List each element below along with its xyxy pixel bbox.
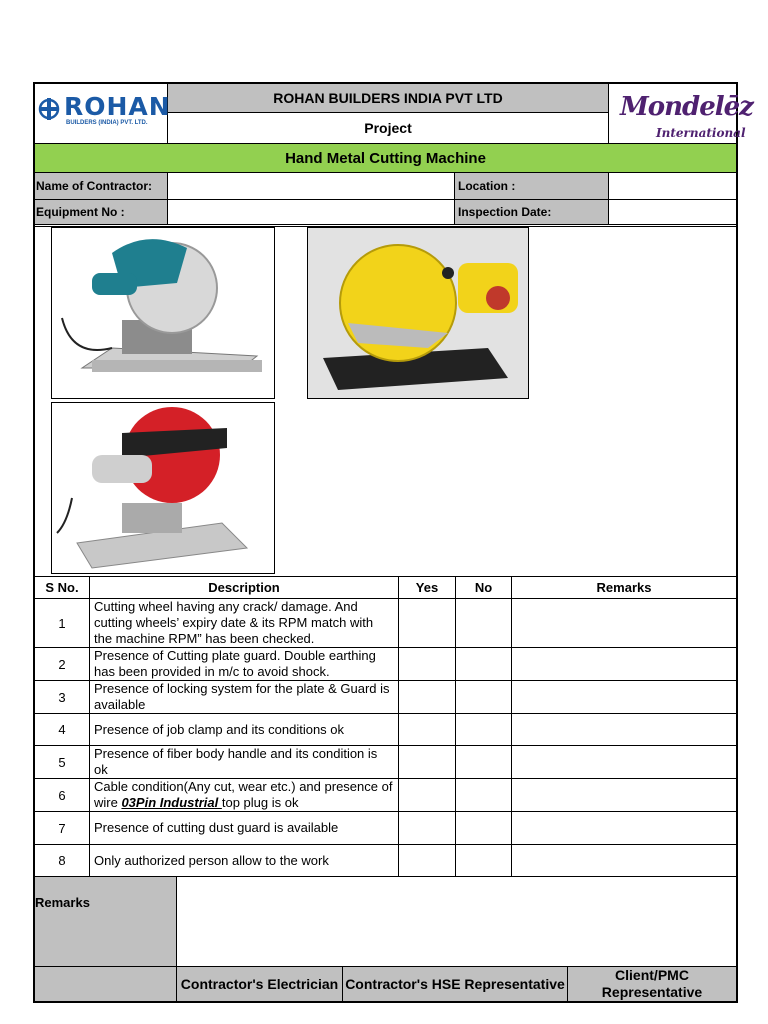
- row-description: Presence of cutting dust guard is available: [94, 820, 339, 835]
- project-label: Project: [364, 120, 412, 136]
- company-name: ROHAN BUILDERS INDIA PVT LTD: [168, 84, 608, 112]
- signature-contractor-electrician: Contractor's Electrician: [177, 967, 342, 1001]
- teal-saw-illustration: [52, 228, 274, 398]
- row-sno: 2: [58, 656, 66, 672]
- row-remarks-cell[interactable]: [512, 599, 736, 647]
- row-description-pre: Cable condition(Any cut, wear etc.) and presence of wire: [94, 779, 393, 810]
- col-header-no: No: [474, 580, 493, 595]
- inspection-date-field[interactable]: [609, 200, 736, 224]
- row-description: Presence of job clamp and its conditions ok: [94, 721, 345, 737]
- mondelez-logo: [614, 88, 753, 142]
- row-no-cell[interactable]: [456, 714, 511, 745]
- col-header-yes: Yes: [415, 580, 439, 595]
- row-no-cell[interactable]: [456, 599, 511, 647]
- row-description-post: top plug is ok: [221, 795, 299, 810]
- table-row: [35, 599, 736, 647]
- row-sno: 7: [58, 820, 66, 836]
- row-remarks-cell[interactable]: [512, 648, 736, 680]
- row-sno: 1: [58, 615, 66, 631]
- row-sno: 4: [58, 722, 66, 737]
- mondelez-logo-text: Mondelēz: [620, 92, 753, 122]
- row-no-cell[interactable]: [456, 779, 511, 811]
- plug-type-emphasis: 03Pin Industrial: [121, 795, 222, 810]
- table-row: [35, 812, 736, 844]
- row-description: [90, 779, 398, 811]
- row-remarks-cell[interactable]: [512, 812, 736, 844]
- equipment-field[interactable]: [168, 200, 454, 224]
- row-remarks-cell[interactable]: [512, 845, 736, 876]
- yellow-chop-saw-photo: [307, 227, 529, 399]
- teal-mitre-saw-photo: [51, 227, 275, 399]
- inspection-date-label: Inspection Date:: [455, 200, 608, 224]
- row-no-cell[interactable]: [456, 746, 511, 778]
- row-remarks-cell[interactable]: [512, 746, 736, 778]
- row-yes-cell[interactable]: [399, 845, 455, 876]
- rohan-logo-subtext: BUILDERS (INDIA) PVT. LTD.: [66, 120, 148, 126]
- equipment-label: Equipment No :: [35, 200, 167, 224]
- row-description: Cutting wheel having any crack/ damage. And cutting wheels’ expiry date & its RPM match with the machine RPM” has been checked.: [94, 599, 374, 646]
- row-yes-cell[interactable]: [399, 812, 455, 844]
- row-sno: 5: [58, 754, 66, 770]
- row-description-text: [94, 779, 394, 811]
- remarks-field[interactable]: [177, 877, 736, 966]
- red-chop-saw-photo: [51, 402, 275, 574]
- signature-client-pmc: Client/PMC Representative: [568, 967, 736, 1001]
- row-description: Presence of locking system for the plate & Guard is available: [94, 681, 390, 712]
- signature-blank-cell: [35, 967, 176, 1001]
- row-no-cell[interactable]: [456, 812, 511, 844]
- location-field[interactable]: [609, 173, 736, 199]
- signature-contractor-hse: Contractor's HSE Representative: [343, 967, 567, 1001]
- rohan-logo: [38, 92, 171, 132]
- row-remarks-cell[interactable]: [512, 681, 736, 713]
- row-yes-cell[interactable]: [399, 746, 455, 778]
- row-no-cell[interactable]: [456, 845, 511, 876]
- row-no-cell[interactable]: [456, 681, 511, 713]
- row-yes-cell[interactable]: [399, 648, 455, 680]
- row-remarks-cell[interactable]: [512, 779, 736, 811]
- col-header-remarks: Remarks: [596, 580, 652, 595]
- table-row: [35, 681, 736, 713]
- location-label: Location :: [455, 173, 608, 199]
- row-yes-cell[interactable]: [399, 599, 455, 647]
- form-title: Hand Metal Cutting Machine: [35, 144, 736, 172]
- table-row: [35, 746, 736, 778]
- remarks-label: Remarks: [35, 895, 90, 910]
- row-description: Presence of Cutting plate guard. Double earthing has been provided in m/c to avoid shock.: [94, 648, 376, 679]
- yellow-saw-illustration: [308, 228, 528, 398]
- row-sno: 6: [58, 787, 66, 803]
- row-description: Only authorized person allow to the work: [94, 852, 329, 868]
- row-yes-cell[interactable]: [399, 714, 455, 745]
- col-header-sno: S No.: [45, 580, 79, 595]
- row-yes-cell[interactable]: [399, 779, 455, 811]
- remarks-label-cell: [35, 877, 176, 966]
- contractor-label: Name of Contractor:: [35, 173, 167, 199]
- table-row: [35, 779, 736, 811]
- red-saw-illustration: [52, 403, 274, 573]
- row-no-cell[interactable]: [456, 648, 511, 680]
- table-row: [35, 845, 736, 876]
- rohan-logo-text: ROHAN: [64, 92, 171, 121]
- row-remarks-cell[interactable]: [512, 714, 736, 745]
- table-row: [35, 714, 736, 745]
- row-description: Presence of fiber body handle and its condition is ok: [94, 746, 378, 777]
- col-header-description: Description: [208, 580, 280, 595]
- contractor-field[interactable]: [168, 173, 454, 199]
- row-sno: 8: [58, 853, 66, 868]
- row-yes-cell[interactable]: [399, 681, 455, 713]
- row-sno: 3: [58, 689, 66, 705]
- mondelez-logo-subtext: International: [656, 126, 746, 140]
- table-row: [35, 648, 736, 680]
